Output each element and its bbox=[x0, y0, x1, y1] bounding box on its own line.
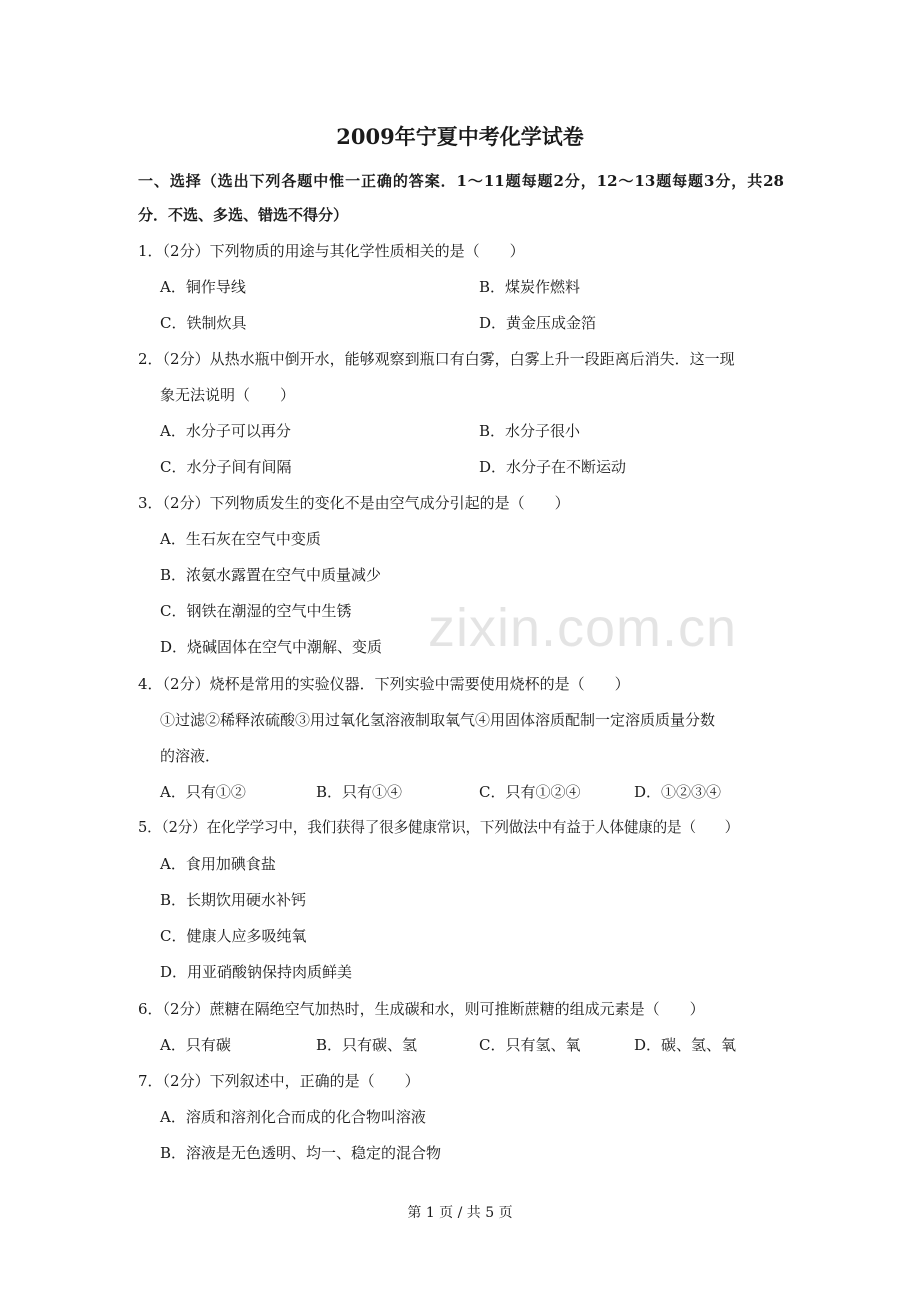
question-2-option-b: B．水分子很小 bbox=[479, 422, 581, 440]
question-1-option-b: B．煤炭作燃料 bbox=[479, 278, 581, 296]
question-4-option-b: B．只有①④ bbox=[316, 783, 403, 801]
question-7-stem: 7．（2分）下列叙述中，正确的是（ ） bbox=[138, 1072, 420, 1090]
question-5-option-d: D．用亚硝酸钠保持肉质鲜美 bbox=[160, 963, 353, 981]
question-1-option-d: D．黄金压成金箔 bbox=[479, 314, 597, 332]
section-heading-line1: 一、选择（选出下列各题中惟一正确的答案．1～11题每题2分，12～13题每题3分，共28 bbox=[138, 172, 784, 190]
question-2-option-d: D．水分子在不断运动 bbox=[479, 458, 627, 476]
question-6-stem: 6．（2分）蔗糖在隔绝空气加热时，生成碳和水，则可推断蔗糖的组成元素是（ ） bbox=[138, 1000, 705, 1018]
question-3-option-d: D．烧碱固体在空气中潮解、变质 bbox=[160, 638, 383, 656]
question-2-option-c: C．水分子间有间隔 bbox=[160, 458, 292, 476]
watermark: zixin.com.cn bbox=[428, 598, 738, 658]
question-4-stem: 4．（2分）烧杯是常用的实验仪器．下列实验中需要使用烧杯的是（ ） bbox=[138, 675, 630, 693]
question-1-option-c: C．铁制炊具 bbox=[160, 314, 247, 332]
question-5-option-c: C．健康人应多吸纯氧 bbox=[160, 927, 307, 945]
question-1-option-a: A．铜作导线 bbox=[160, 278, 246, 296]
question-4-option-a: A．只有①② bbox=[160, 783, 246, 801]
question-7-option-a: A．溶质和溶剂化合而成的化合物叫溶液 bbox=[160, 1108, 426, 1126]
question-2-option-a: A．水分子可以再分 bbox=[160, 422, 291, 440]
question-3-stem: 3．（2分）下列物质发生的变化不是由空气成分引起的是（ ） bbox=[138, 494, 570, 512]
question-6-option-b: B．只有碳、氢 bbox=[316, 1036, 418, 1054]
page-title: 2009年宁夏中考化学试卷 bbox=[336, 124, 584, 149]
question-4-stem-cont: ①过滤②稀释浓硫酸③用过氧化氢溶液制取氧气④用固体溶质配制一定溶质质量分数 bbox=[160, 711, 716, 729]
question-5-stem: 5．（2分）在化学学习中，我们获得了很多健康常识，下列做法中有益于人体健康的是（ ） bbox=[138, 819, 740, 836]
question-6-option-d: D．碳、氢、氧 bbox=[634, 1036, 737, 1054]
question-7-option-b: B．溶液是无色透明、均一、稳定的混合物 bbox=[160, 1144, 442, 1162]
question-4-stem-cont2: 的溶液． bbox=[160, 747, 221, 765]
question-2-stem: 2．（2分）从热水瓶中倒开水，能够观察到瓶口有白雾，白雾上升一段距离后消失．这一现 bbox=[138, 350, 735, 368]
section-heading-line2: 分．不选、多选、错选不得分） bbox=[138, 206, 349, 224]
question-6-option-c: C．只有氢、氧 bbox=[479, 1036, 581, 1054]
question-5-option-a: A．食用加碘食盐 bbox=[160, 855, 276, 873]
page-footer: 第 1 页 / 共 5 页 bbox=[407, 1205, 513, 1221]
question-3-option-b: B．浓氨水露置在空气中质量减少 bbox=[160, 566, 382, 584]
question-6-option-a: A．只有碳 bbox=[160, 1036, 231, 1054]
question-3-option-a: A．生石灰在空气中变质 bbox=[160, 530, 321, 548]
question-2-stem-cont: 象无法说明（ ） bbox=[160, 386, 296, 404]
question-4-option-d: D．①②③④ bbox=[634, 783, 722, 801]
question-1-stem: 1．（2分）下列物质的用途与其化学性质相关的是（ ） bbox=[138, 242, 525, 260]
question-3-option-c: C．钢铁在潮湿的空气中生锈 bbox=[160, 602, 352, 620]
question-4-option-c: C．只有①②④ bbox=[479, 783, 581, 801]
question-5-option-b: B．长期饮用硬水补钙 bbox=[160, 891, 307, 909]
